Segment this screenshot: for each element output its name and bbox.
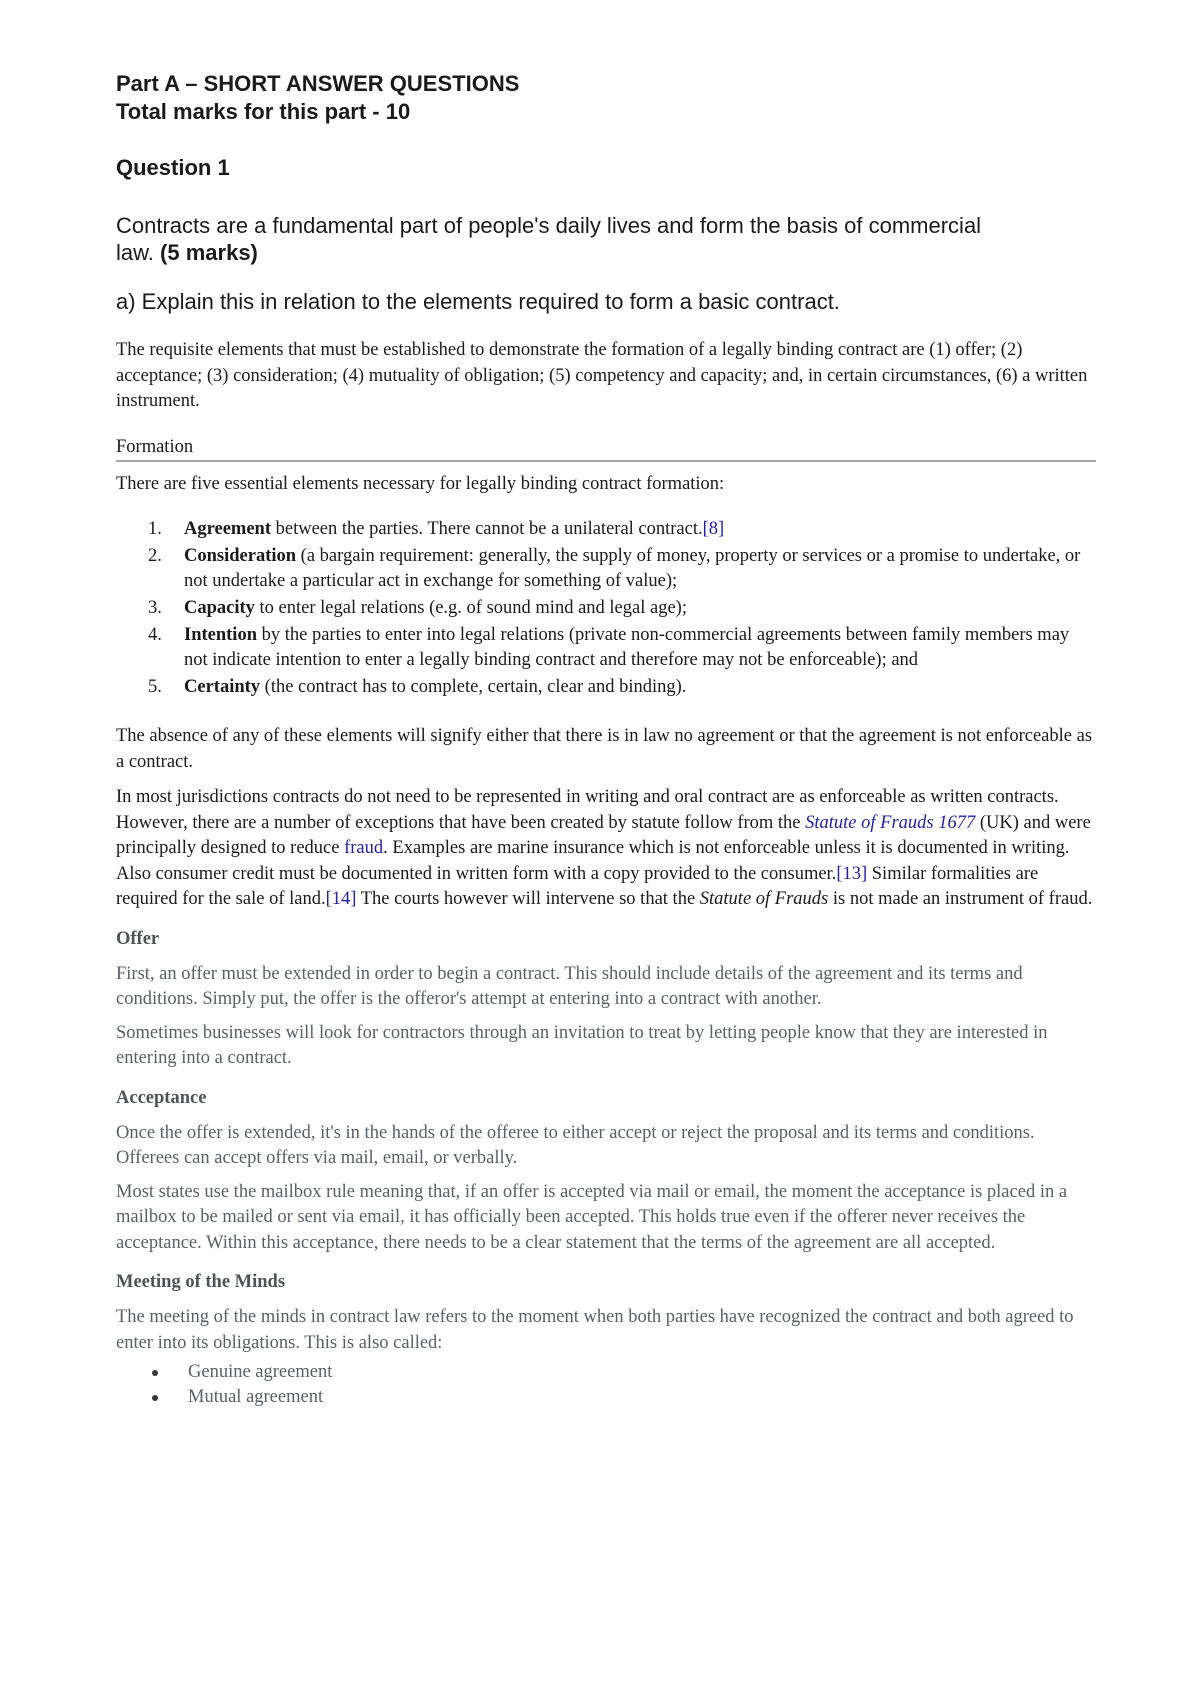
statute-of-frauds-link[interactable]: Statute of Frauds 1677 [805,812,976,833]
element-term: Consideration [184,546,297,566]
element-term: Intention [184,625,257,645]
list-item [116,596,1096,621]
question-intro [116,212,996,266]
bullet-text: Mutual agreement [188,1387,324,1407]
paragraph-text: The courts however will intervene so that the [356,889,700,909]
bullet-icon [152,1370,158,1376]
absence-paragraph: The absence of any of these elements will signify either that there is in law no agreement or that the agreement is not enforceable as a contract. [116,726,1093,772]
elements-list [116,517,1096,700]
list-item [116,1360,1096,1385]
list-number: 5. [148,677,162,697]
question-intro-text: Contracts are a fundamental part of people's daily lives and form the basis of commercial law. [116,213,982,265]
meeting-of-minds-bullets [116,1360,1096,1410]
list-number: 4. [148,625,162,645]
paragraph-text: Similar formalities are required for the sale of land. [116,863,1039,909]
offer-paragraph-2: Sometimes businesses will look for contractors through an invitation to treat by letting people know that they are interested in entering into a contract. [116,1022,1048,1068]
statute-of-frauds-italic: Statute of Frauds [699,889,829,909]
element-text: (the contract has to complete, certain, clear and binding). [260,677,687,697]
list-number: 1. [148,519,162,539]
element-text: between the parties. There cannot be a unilateral contract. [270,519,703,539]
jurisdictions-paragraph [116,785,1096,913]
list-item [116,517,1096,542]
element-text: to enter legal relations (e.g. of sound mind and legal age); [254,598,687,618]
element-term: Capacity [184,598,255,618]
list-item [116,1385,1096,1410]
element-text: by the parties to enter into legal relations (private non-commercial agreements between family members may not indicate intention to enter a legally binding contract and therefore may not be enforceable); and [184,625,1070,670]
paragraph-text: (UK) and were principally designed to reduce [116,812,1091,858]
requisite-elements-paragraph: The requisite elements that must be established to demonstrate the formation of a legally binding contract are (1) offer; (2) acceptance; (3) consideration; (4) mutuality of obligation; (5) competency and capacity; and, in certain circumstances, (6) a written instrument. [116,340,1088,411]
paragraph-text: In most jurisdictions contracts do not need to be represented in writing and oral contract are as enforceable as written contracts. However, there are a number of exceptions that have been created by statute follow from the [116,787,1059,833]
formation-heading: Formation [116,435,1096,462]
offer-paragraph-1: First, an offer must be extended in order to begin a contract. This should include details of the agreement and its terms and conditions. Simply put, the offer is the offeror's attempt at entering into a contract with another. [116,963,1023,1009]
paragraph-text: . Examples are marine insurance which is not enforceable unless it is documented in writing. Also consumer credit must be documented in written form with a copy provided to the consumer. [116,838,1070,884]
part-title: Part A – SHORT ANSWER QUESTIONS [116,71,520,96]
paragraph-text: is not made an instrument of fraud. [828,889,1093,909]
acceptance-paragraph-2: Most states use the mailbox rule meaning that, if an offer is accepted via mail or email, the moment the acceptance is placed in a mailbox to be mailed or sent via email, it has officially been accepted. This holds true even if the offerer never receives the acceptance. Within this acceptance, there needs to be a clear statement that the terms of the agreement are all accepted. [116,1181,1068,1253]
total-marks: Total marks for this part - 10 [116,99,411,124]
list-item [116,544,1096,594]
list-number: 2. [148,546,162,566]
footnote-link-14[interactable]: [14] [325,889,357,909]
document-content [116,70,1096,1410]
acceptance-heading: Acceptance [116,1087,207,1108]
element-term: Agreement [184,519,271,539]
element-text: (a bargain requirement: generally, the supply of money, property or services or a promise to undertake, or not undertake a particular act in exchange for something of value); [184,546,1081,591]
question-part-a: a) Explain this in relation to the elements required to form a basic contract. [116,289,840,314]
bullet-text: Genuine agreement [188,1362,333,1382]
fraud-link[interactable]: fraud [344,838,384,858]
bullet-icon [152,1395,158,1401]
acceptance-paragraph-1: Once the offer is extended, it's in the hands of the offeree to either accept or reject the proposal and its terms and conditions. Offerees can accept offers via mail, email, or verbally. [116,1122,1035,1168]
offer-heading: Offer [116,928,160,949]
list-item [116,675,1096,700]
list-item [116,623,1096,673]
meeting-of-minds-heading: Meeting of the Minds [116,1272,286,1292]
list-number: 3. [148,598,162,618]
question-marks: (5 marks) [160,240,258,265]
five-elements-intro: There are five essential elements necessary for legally binding contract formation: [116,473,725,494]
footnote-link[interactable]: [8] [702,519,725,539]
footnote-link-13[interactable]: [13] [836,863,868,884]
element-term: Certainty [184,677,261,697]
question-title: Question 1 [116,155,230,180]
meeting-of-minds-paragraph: The meeting of the minds in contract law refers to the moment when both parties have recognized the contract and both agreed to enter into its obligations. This is also called: [116,1307,1074,1353]
